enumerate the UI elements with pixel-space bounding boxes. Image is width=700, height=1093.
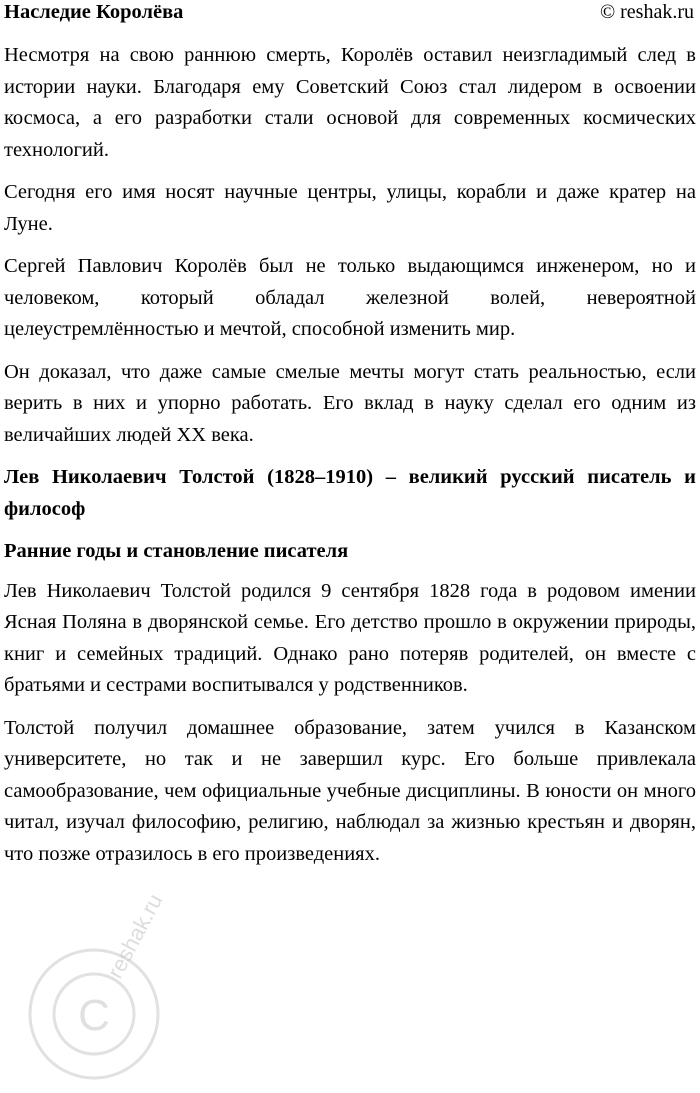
paragraph-legacy-2: Сегодня его имя носят научные центры, улицы, корабли и даже кратер на Луне. <box>4 181 696 235</box>
watermark-stamp-icon <box>20 889 168 1088</box>
stamp-label: reshak.ru <box>102 889 168 983</box>
tolstoy-heading: Лев Николаевич Толстой (1828–1910) – великий русский писатель и философ <box>4 466 696 520</box>
section-title: Наследие Королёва <box>4 1 184 23</box>
paragraph-legacy-4: Он доказал, что даже самые смелые мечты могут стать реальностью, если верить в них и упорно работать. Его вклад в науку сделал его одним из величайших людей XX века. <box>4 360 696 446</box>
watermark-text: © reshak.ru <box>599 1 694 23</box>
page-header <box>0 0 700 26</box>
paragraph-early-years-2: Толстой получил домашнее образование, затем учился в Казанском университете, но так и не завершил курс. Его больше привлекала самообразование, чем официальные учебные дисциплины. В юности он много читал, изучал философию, религию, наблюдал за жизнью крестьян и дворян, что позже отразилось в его произведениях. <box>4 716 696 865</box>
document-body <box>4 40 696 881</box>
paragraph-legacy-1: Несмотря на свою раннюю смерть, Королёв оставил неизгладимый след в истории науки. Благодаря ему Советский Союз стал лидером в освоении космоса, а его разработки стали основой для современных космических технологий. <box>4 44 696 161</box>
svg-text:C: C <box>78 991 110 1040</box>
early-years-heading: Ранние годы и становление писателя <box>4 540 349 562</box>
paragraph-legacy-3: Сергей Павлович Королёв был не только выдающимся инженером, но и человеком, который обладал железной волей, невероятной целеустремлённостью и мечтой, способной изменить мир. <box>4 255 696 340</box>
paragraph-early-years-1: Лев Николаевич Толстой родился 9 сентября 1828 года в родовом имении Ясная Поляна в дворянской семье. Его детство прошло в окружении природы, книг и семейных традиций. Однако рано потеряв родителей, он вместе с братьями и сестрами воспитывался у родственников. <box>4 579 696 696</box>
